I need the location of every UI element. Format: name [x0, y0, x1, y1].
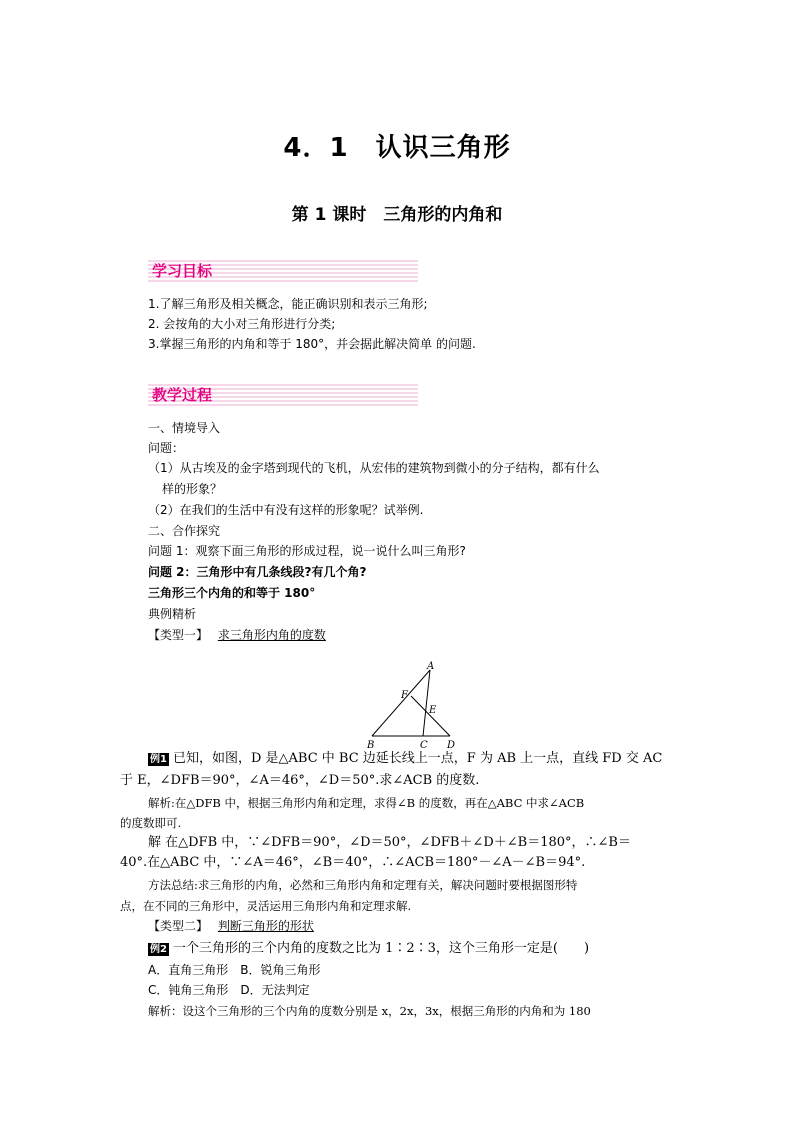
lesson-subtitle: 第 1 课时 三角形的内角和: [291, 205, 503, 225]
question-item: （2）在我们的生活中有没有这样的形象呢？试举例.: [148, 503, 424, 517]
type-1-label: 【类型一】: [148, 628, 209, 642]
point-label-f: F: [401, 690, 408, 701]
segment-ac: [423, 670, 430, 736]
example-badge: 例1: [150, 754, 167, 765]
theorem: 三角形三个内角的和等于 180°: [148, 586, 316, 600]
vertex-label-b: B: [367, 740, 375, 751]
type-2-label: 【类型二】: [148, 919, 209, 933]
example-badge: 例2: [150, 944, 167, 955]
vertex-label-c: C: [420, 740, 428, 751]
type-1-heading: [148, 627, 326, 643]
vertex-label-d: D: [447, 740, 456, 751]
example-1-line: [148, 750, 662, 768]
type-2-heading: [148, 918, 314, 934]
solution-1-cont: 40°.在△ABC 中，∵∠A＝46°，∠B＝40°，∴∠ACB＝180°－∠A－∠B＝94°.: [120, 855, 586, 870]
goal-item: 1.了解三角形及相关概念，能正确识别和表示三角形;: [148, 297, 428, 311]
analysis-1: 解析:在△DFB 中，根据三角形内角和定理，求得∠B 的度数，再在△ABC 中求∠ACB: [148, 796, 585, 810]
summary-1: 方法总结:求三角形的内角，必然和三角形内角和定理有关，解决问题时要根据图形特: [148, 878, 578, 892]
question-item-cont: 样的形象？: [162, 482, 223, 496]
example-2-line: [148, 940, 589, 958]
analysis-2: 解析：设这个三角形的三个内角的度数分别是 x，2x，3x，根据三角形的内角和为 180: [148, 1004, 591, 1018]
point-label-e: E: [429, 705, 437, 716]
process-heading: 教学过程: [152, 386, 213, 404]
type-2-title: 判断三角形的形状: [217, 919, 314, 933]
analysis-1-cont: 的度数即可.: [120, 816, 182, 830]
example-1-line-2: 于 E，∠DFB＝90°，∠A＝46°，∠D＝50°.求∠ACB 的度数.: [120, 773, 480, 788]
examples-heading: 典例精析: [148, 607, 197, 621]
example-2-text: 一个三角形的三个内角的度数之比为 1∶2∶3，这个三角形一定是( ): [172, 941, 590, 956]
section-heading: 一、情境导入: [148, 421, 221, 435]
segment-ab: [372, 670, 430, 736]
problem-1: 问题 1：观察下面三角形的形成过程，说一说什么叫三角形?: [148, 544, 466, 558]
triangle-figure: [360, 660, 470, 752]
segment-fd: [411, 696, 450, 736]
question-item: （1）从古埃及的金字塔到现代的飞机，从宏伟的建筑物到微小的分子结构，都有什么: [148, 461, 600, 475]
goal-item: 2. 会按角的大小对三角形进行分类;: [148, 317, 336, 331]
goals-banner: [148, 260, 418, 282]
summary-1-cont: 点，在不同的三角形中，灵活运用三角形内角和定理求解.: [120, 899, 412, 913]
vertex-label-a: A: [427, 661, 435, 672]
example-2-options-ab: A．直角三角形 B．锐角三角形: [148, 963, 321, 977]
example-2-options-cd: C．钝角三角形 D．无法判定: [148, 983, 310, 997]
example-1-text: 已知，如图，D 是△ABC 中 BC 边延长线上一点，F 为 AB 上一点，直线 FD 交 AC: [172, 751, 663, 766]
type-1-title: 求三角形内角的度数: [217, 628, 326, 642]
section-heading: 二、合作探究: [148, 524, 221, 538]
page-title: 4．1 认识三角形: [283, 133, 511, 163]
question-label: 问题：: [148, 441, 185, 455]
goals-heading: 学习目标: [152, 262, 213, 280]
problem-2: 问题 2：三角形中有几条线段?有几个角?: [148, 565, 367, 579]
process-banner: [148, 384, 418, 406]
solution-1: 解 在△DFB 中，∵∠DFB＝90°，∠D＝50°，∠DFB＋∠D＋∠B＝180°，∴∠B＝: [148, 835, 631, 850]
goal-item: 3.掌握三角形的内角和等于 180°，并会据此解决简单 的问题.: [148, 337, 476, 351]
